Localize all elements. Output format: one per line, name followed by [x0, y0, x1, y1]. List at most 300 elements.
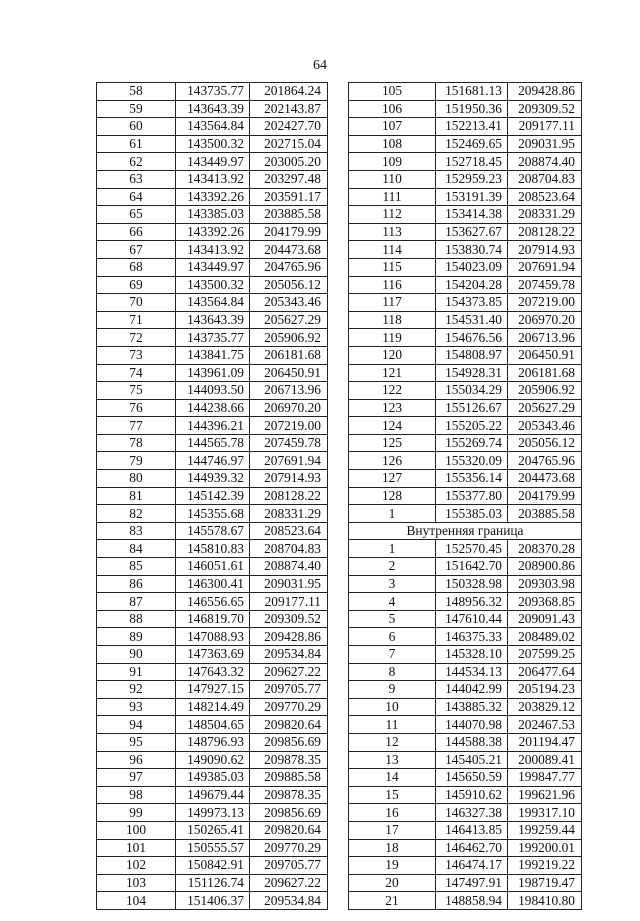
x-coordinate-cell: 149973.13 [176, 804, 250, 822]
table-row [349, 751, 582, 769]
table-row [349, 874, 582, 892]
point-number-cell: 60 [97, 118, 176, 136]
table-row [97, 346, 328, 364]
point-number-cell: 123 [349, 399, 436, 417]
table-row [97, 558, 328, 576]
point-number-cell: 75 [97, 382, 176, 400]
x-coordinate-cell: 144588.38 [436, 733, 508, 751]
y-coordinate-cell: 202467.53 [508, 716, 582, 734]
table-row [97, 857, 328, 875]
y-coordinate-cell: 205056.12 [508, 434, 582, 452]
table-row [349, 610, 582, 628]
y-coordinate-cell: 206713.96 [508, 329, 582, 347]
x-coordinate-cell: 155269.74 [436, 434, 508, 452]
table-row [97, 540, 328, 558]
y-coordinate-cell: 209878.35 [250, 786, 328, 804]
point-number-cell: 121 [349, 364, 436, 382]
x-coordinate-cell: 155205.22 [436, 417, 508, 435]
x-coordinate-cell: 151642.70 [436, 558, 508, 576]
x-coordinate-cell: 144939.32 [176, 470, 250, 488]
x-coordinate-cell: 143500.32 [176, 276, 250, 294]
y-coordinate-cell: 209428.86 [508, 83, 582, 101]
x-coordinate-cell: 155034.29 [436, 382, 508, 400]
x-coordinate-cell: 143885.32 [436, 698, 508, 716]
y-coordinate-cell: 209820.64 [250, 716, 328, 734]
table-row [349, 540, 582, 558]
y-coordinate-cell: 206181.68 [250, 346, 328, 364]
point-number-cell: 105 [349, 83, 436, 101]
table-row [349, 821, 582, 839]
x-coordinate-cell: 144093.50 [176, 382, 250, 400]
point-number-cell: 125 [349, 434, 436, 452]
point-number-cell: 122 [349, 382, 436, 400]
y-coordinate-cell: 209770.29 [250, 839, 328, 857]
table-row [349, 892, 582, 910]
x-coordinate-cell: 151126.74 [176, 874, 250, 892]
point-number-cell: 68 [97, 258, 176, 276]
x-coordinate-cell: 146051.61 [176, 558, 250, 576]
table-row [97, 786, 328, 804]
table-row [97, 821, 328, 839]
x-coordinate-cell: 151950.36 [436, 100, 508, 118]
table-row [349, 223, 582, 241]
y-coordinate-cell: 199219.22 [508, 857, 582, 875]
point-number-cell: 20 [349, 874, 436, 892]
point-number-cell: 124 [349, 417, 436, 435]
table-row [97, 681, 328, 699]
x-coordinate-cell: 143413.92 [176, 241, 250, 259]
point-number-cell: 93 [97, 698, 176, 716]
y-coordinate-cell: 206477.64 [508, 663, 582, 681]
point-number-cell: 13 [349, 751, 436, 769]
point-number-cell: 100 [97, 821, 176, 839]
x-coordinate-cell: 155356.14 [436, 470, 508, 488]
x-coordinate-cell: 143392.26 [176, 188, 250, 206]
point-number-cell: 19 [349, 857, 436, 875]
point-number-cell: 76 [97, 399, 176, 417]
x-coordinate-cell: 152718.45 [436, 153, 508, 171]
point-number-cell: 73 [97, 346, 176, 364]
table-row [349, 487, 582, 505]
x-coordinate-cell: 144396.21 [176, 417, 250, 435]
table-row [349, 276, 582, 294]
table-row [97, 276, 328, 294]
y-coordinate-cell: 209368.85 [508, 593, 582, 611]
table-row [97, 329, 328, 347]
y-coordinate-cell: 203829.12 [508, 698, 582, 716]
table-row [349, 346, 582, 364]
x-coordinate-cell: 155377.80 [436, 487, 508, 505]
x-coordinate-cell: 154373.85 [436, 294, 508, 312]
y-coordinate-cell: 209177.11 [250, 593, 328, 611]
y-coordinate-cell: 208489.02 [508, 628, 582, 646]
x-coordinate-cell: 153414.38 [436, 206, 508, 224]
y-coordinate-cell: 202143.87 [250, 100, 328, 118]
table-row [349, 733, 582, 751]
point-number-cell: 86 [97, 575, 176, 593]
y-coordinate-cell: 208128.22 [250, 487, 328, 505]
point-number-cell: 65 [97, 206, 176, 224]
y-coordinate-cell: 209856.69 [250, 733, 328, 751]
y-coordinate-cell: 209303.98 [508, 575, 582, 593]
point-number-cell: 109 [349, 153, 436, 171]
point-number-cell: 92 [97, 681, 176, 699]
table-row [97, 153, 328, 171]
y-coordinate-cell: 208523.64 [250, 522, 328, 540]
x-coordinate-cell: 149679.44 [176, 786, 250, 804]
x-coordinate-cell: 154676.56 [436, 329, 508, 347]
table-row [97, 575, 328, 593]
x-coordinate-cell: 143392.26 [176, 223, 250, 241]
point-number-cell: 69 [97, 276, 176, 294]
table-row [349, 206, 582, 224]
y-coordinate-cell: 198719.47 [508, 874, 582, 892]
x-coordinate-cell: 154204.28 [436, 276, 508, 294]
point-number-cell: 66 [97, 223, 176, 241]
y-coordinate-cell: 208704.83 [250, 540, 328, 558]
x-coordinate-cell: 154928.31 [436, 364, 508, 382]
table-row [97, 83, 328, 101]
point-number-cell: 14 [349, 769, 436, 787]
y-coordinate-cell: 209309.52 [508, 100, 582, 118]
x-coordinate-cell: 149385.03 [176, 769, 250, 787]
coordinates-table-left [96, 82, 328, 910]
point-number-cell: 59 [97, 100, 176, 118]
section-header-row [349, 522, 582, 540]
x-coordinate-cell: 154023.09 [436, 258, 508, 276]
x-coordinate-cell: 144070.98 [436, 716, 508, 734]
point-number-cell: 99 [97, 804, 176, 822]
x-coordinate-cell: 146462.70 [436, 839, 508, 857]
x-coordinate-cell: 143735.77 [176, 83, 250, 101]
table-row [349, 470, 582, 488]
y-coordinate-cell: 207219.00 [508, 294, 582, 312]
y-coordinate-cell: 209627.22 [250, 874, 328, 892]
y-coordinate-cell: 206181.68 [508, 364, 582, 382]
table-row [97, 399, 328, 417]
x-coordinate-cell: 147497.91 [436, 874, 508, 892]
table-row [97, 434, 328, 452]
x-coordinate-cell: 145910.62 [436, 786, 508, 804]
y-coordinate-cell: 204179.99 [250, 223, 328, 241]
table-row [349, 170, 582, 188]
x-coordinate-cell: 155320.09 [436, 452, 508, 470]
y-coordinate-cell: 199200.01 [508, 839, 582, 857]
y-coordinate-cell: 200089.41 [508, 751, 582, 769]
point-number-cell: 91 [97, 663, 176, 681]
table-row [97, 470, 328, 488]
x-coordinate-cell: 143449.97 [176, 153, 250, 171]
table-row [349, 628, 582, 646]
table-row [97, 839, 328, 857]
point-number-cell: 116 [349, 276, 436, 294]
y-coordinate-cell: 206713.96 [250, 382, 328, 400]
y-coordinate-cell: 205627.29 [508, 399, 582, 417]
table-row [97, 733, 328, 751]
y-coordinate-cell: 209705.77 [250, 681, 328, 699]
table-row [97, 751, 328, 769]
y-coordinate-cell: 206450.91 [508, 346, 582, 364]
x-coordinate-cell: 146474.17 [436, 857, 508, 875]
x-coordinate-cell: 143385.03 [176, 206, 250, 224]
point-number-cell: 67 [97, 241, 176, 259]
y-coordinate-cell: 204473.68 [508, 470, 582, 488]
point-number-cell: 8 [349, 663, 436, 681]
y-coordinate-cell: 198410.80 [508, 892, 582, 910]
point-number-cell: 112 [349, 206, 436, 224]
y-coordinate-cell: 206970.20 [250, 399, 328, 417]
y-coordinate-cell: 208128.22 [508, 223, 582, 241]
table-row [349, 100, 582, 118]
y-coordinate-cell: 207459.78 [250, 434, 328, 452]
table-row [349, 294, 582, 312]
y-coordinate-cell: 202427.70 [250, 118, 328, 136]
x-coordinate-cell: 144042.99 [436, 681, 508, 699]
table-row [97, 452, 328, 470]
x-coordinate-cell: 143564.84 [176, 118, 250, 136]
x-coordinate-cell: 143643.39 [176, 100, 250, 118]
y-coordinate-cell: 201864.24 [250, 83, 328, 101]
point-number-cell: 70 [97, 294, 176, 312]
y-coordinate-cell: 204179.99 [508, 487, 582, 505]
point-number-cell: 127 [349, 470, 436, 488]
y-coordinate-cell: 207219.00 [250, 417, 328, 435]
x-coordinate-cell: 147643.32 [176, 663, 250, 681]
point-number-cell: 79 [97, 452, 176, 470]
table-row [349, 83, 582, 101]
table-row [97, 258, 328, 276]
x-coordinate-cell: 150555.57 [176, 839, 250, 857]
point-number-cell: 2 [349, 558, 436, 576]
point-number-cell: 63 [97, 170, 176, 188]
x-coordinate-cell: 143841.75 [176, 346, 250, 364]
table-row [97, 804, 328, 822]
y-coordinate-cell: 209627.22 [250, 663, 328, 681]
x-coordinate-cell: 144534.13 [436, 663, 508, 681]
y-coordinate-cell: 204473.68 [250, 241, 328, 259]
point-number-cell: 84 [97, 540, 176, 558]
table-row [97, 646, 328, 664]
y-coordinate-cell: 208874.40 [508, 153, 582, 171]
point-number-cell: 101 [97, 839, 176, 857]
x-coordinate-cell: 145578.67 [176, 522, 250, 540]
y-coordinate-cell: 208331.29 [508, 206, 582, 224]
x-coordinate-cell: 148504.65 [176, 716, 250, 734]
y-coordinate-cell: 209705.77 [250, 857, 328, 875]
table-row [97, 522, 328, 540]
point-number-cell: 97 [97, 769, 176, 787]
point-number-cell: 1 [349, 505, 436, 523]
y-coordinate-cell: 204765.96 [508, 452, 582, 470]
point-number-cell: 80 [97, 470, 176, 488]
y-coordinate-cell: 203885.58 [250, 206, 328, 224]
y-coordinate-cell: 209878.35 [250, 751, 328, 769]
point-number-cell: 107 [349, 118, 436, 136]
table-row [97, 505, 328, 523]
y-coordinate-cell: 205627.29 [250, 311, 328, 329]
table-row [349, 258, 582, 276]
table-row [349, 698, 582, 716]
y-coordinate-cell: 208331.29 [250, 505, 328, 523]
table-row [349, 857, 582, 875]
x-coordinate-cell: 145650.59 [436, 769, 508, 787]
point-number-cell: 117 [349, 294, 436, 312]
point-number-cell: 17 [349, 821, 436, 839]
x-coordinate-cell: 150328.98 [436, 575, 508, 593]
y-coordinate-cell: 208370.28 [508, 540, 582, 558]
point-number-cell: 85 [97, 558, 176, 576]
table-row [349, 329, 582, 347]
point-number-cell: 5 [349, 610, 436, 628]
x-coordinate-cell: 145405.21 [436, 751, 508, 769]
point-number-cell: 95 [97, 733, 176, 751]
x-coordinate-cell: 155385.03 [436, 505, 508, 523]
y-coordinate-cell: 208523.64 [508, 188, 582, 206]
y-coordinate-cell: 207914.93 [250, 470, 328, 488]
y-coordinate-cell: 209856.69 [250, 804, 328, 822]
point-number-cell: 77 [97, 417, 176, 435]
point-number-cell: 98 [97, 786, 176, 804]
y-coordinate-cell: 209309.52 [250, 610, 328, 628]
table-row [349, 399, 582, 417]
y-coordinate-cell: 209534.84 [250, 646, 328, 664]
x-coordinate-cell: 152959.23 [436, 170, 508, 188]
x-coordinate-cell: 146327.38 [436, 804, 508, 822]
y-coordinate-cell: 209031.95 [250, 575, 328, 593]
y-coordinate-cell: 207599.25 [508, 646, 582, 664]
x-coordinate-cell: 151406.37 [176, 892, 250, 910]
y-coordinate-cell: 207914.93 [508, 241, 582, 259]
table-row [349, 558, 582, 576]
point-number-cell: 61 [97, 135, 176, 153]
table-row [97, 610, 328, 628]
x-coordinate-cell: 145810.83 [176, 540, 250, 558]
point-number-cell: 4 [349, 593, 436, 611]
y-coordinate-cell: 199621.96 [508, 786, 582, 804]
table-row [97, 118, 328, 136]
point-number-cell: 87 [97, 593, 176, 611]
point-number-cell: 64 [97, 188, 176, 206]
table-row [349, 804, 582, 822]
x-coordinate-cell: 143564.84 [176, 294, 250, 312]
table-row [97, 769, 328, 787]
x-coordinate-cell: 146819.70 [176, 610, 250, 628]
x-coordinate-cell: 146300.41 [176, 575, 250, 593]
y-coordinate-cell: 207691.94 [508, 258, 582, 276]
x-coordinate-cell: 143449.97 [176, 258, 250, 276]
table-row [97, 892, 328, 910]
point-number-cell: 72 [97, 329, 176, 347]
y-coordinate-cell: 205906.92 [508, 382, 582, 400]
y-coordinate-cell: 209091.43 [508, 610, 582, 628]
y-coordinate-cell: 209534.84 [250, 892, 328, 910]
point-number-cell: 12 [349, 733, 436, 751]
point-number-cell: 83 [97, 522, 176, 540]
table-row [97, 874, 328, 892]
y-coordinate-cell: 205343.46 [250, 294, 328, 312]
point-number-cell: 118 [349, 311, 436, 329]
point-number-cell: 119 [349, 329, 436, 347]
table-row [349, 241, 582, 259]
table-row [349, 786, 582, 804]
x-coordinate-cell: 145328.10 [436, 646, 508, 664]
table-row [97, 417, 328, 435]
point-number-cell: 88 [97, 610, 176, 628]
point-number-cell: 128 [349, 487, 436, 505]
point-number-cell: 1 [349, 540, 436, 558]
y-coordinate-cell: 199317.10 [508, 804, 582, 822]
table-row [97, 698, 328, 716]
x-coordinate-cell: 152213.41 [436, 118, 508, 136]
y-coordinate-cell: 199847.77 [508, 769, 582, 787]
table-row [349, 417, 582, 435]
y-coordinate-cell: 207691.94 [250, 452, 328, 470]
point-number-cell: 15 [349, 786, 436, 804]
x-coordinate-cell: 153191.39 [436, 188, 508, 206]
table-row [97, 628, 328, 646]
x-coordinate-cell: 147363.69 [176, 646, 250, 664]
point-number-cell: 111 [349, 188, 436, 206]
table-row [97, 100, 328, 118]
table-row [97, 294, 328, 312]
point-number-cell: 96 [97, 751, 176, 769]
x-coordinate-cell: 143961.09 [176, 364, 250, 382]
table-row [97, 170, 328, 188]
x-coordinate-cell: 152570.45 [436, 540, 508, 558]
x-coordinate-cell: 154808.97 [436, 346, 508, 364]
coordinates-table-right [348, 82, 582, 910]
table-row [349, 769, 582, 787]
x-coordinate-cell: 146556.65 [176, 593, 250, 611]
point-number-cell: 7 [349, 646, 436, 664]
x-coordinate-cell: 148956.32 [436, 593, 508, 611]
y-coordinate-cell: 205343.46 [508, 417, 582, 435]
x-coordinate-cell: 144746.97 [176, 452, 250, 470]
table-row [349, 364, 582, 382]
x-coordinate-cell: 146413.85 [436, 821, 508, 839]
x-coordinate-cell: 148796.93 [176, 733, 250, 751]
point-number-cell: 90 [97, 646, 176, 664]
table-row [97, 206, 328, 224]
point-number-cell: 71 [97, 311, 176, 329]
y-coordinate-cell: 205194.23 [508, 681, 582, 699]
table-row [349, 681, 582, 699]
y-coordinate-cell: 205906.92 [250, 329, 328, 347]
table-row [349, 311, 582, 329]
point-number-cell: 58 [97, 83, 176, 101]
y-coordinate-cell: 201194.47 [508, 733, 582, 751]
x-coordinate-cell: 150842.91 [176, 857, 250, 875]
y-coordinate-cell: 203885.58 [508, 505, 582, 523]
x-coordinate-cell: 147927.15 [176, 681, 250, 699]
page-number: 64 [313, 58, 327, 73]
x-coordinate-cell: 143500.32 [176, 135, 250, 153]
point-number-cell: 103 [97, 874, 176, 892]
x-coordinate-cell: 151681.13 [436, 83, 508, 101]
y-coordinate-cell: 199259.44 [508, 821, 582, 839]
y-coordinate-cell: 209031.95 [508, 135, 582, 153]
table-row [97, 135, 328, 153]
table-row [97, 364, 328, 382]
x-coordinate-cell: 152469.65 [436, 135, 508, 153]
x-coordinate-cell: 144238.66 [176, 399, 250, 417]
point-number-cell: 62 [97, 153, 176, 171]
table-row [349, 452, 582, 470]
table-row [97, 487, 328, 505]
y-coordinate-cell: 209770.29 [250, 698, 328, 716]
point-number-cell: 94 [97, 716, 176, 734]
table-row [349, 839, 582, 857]
